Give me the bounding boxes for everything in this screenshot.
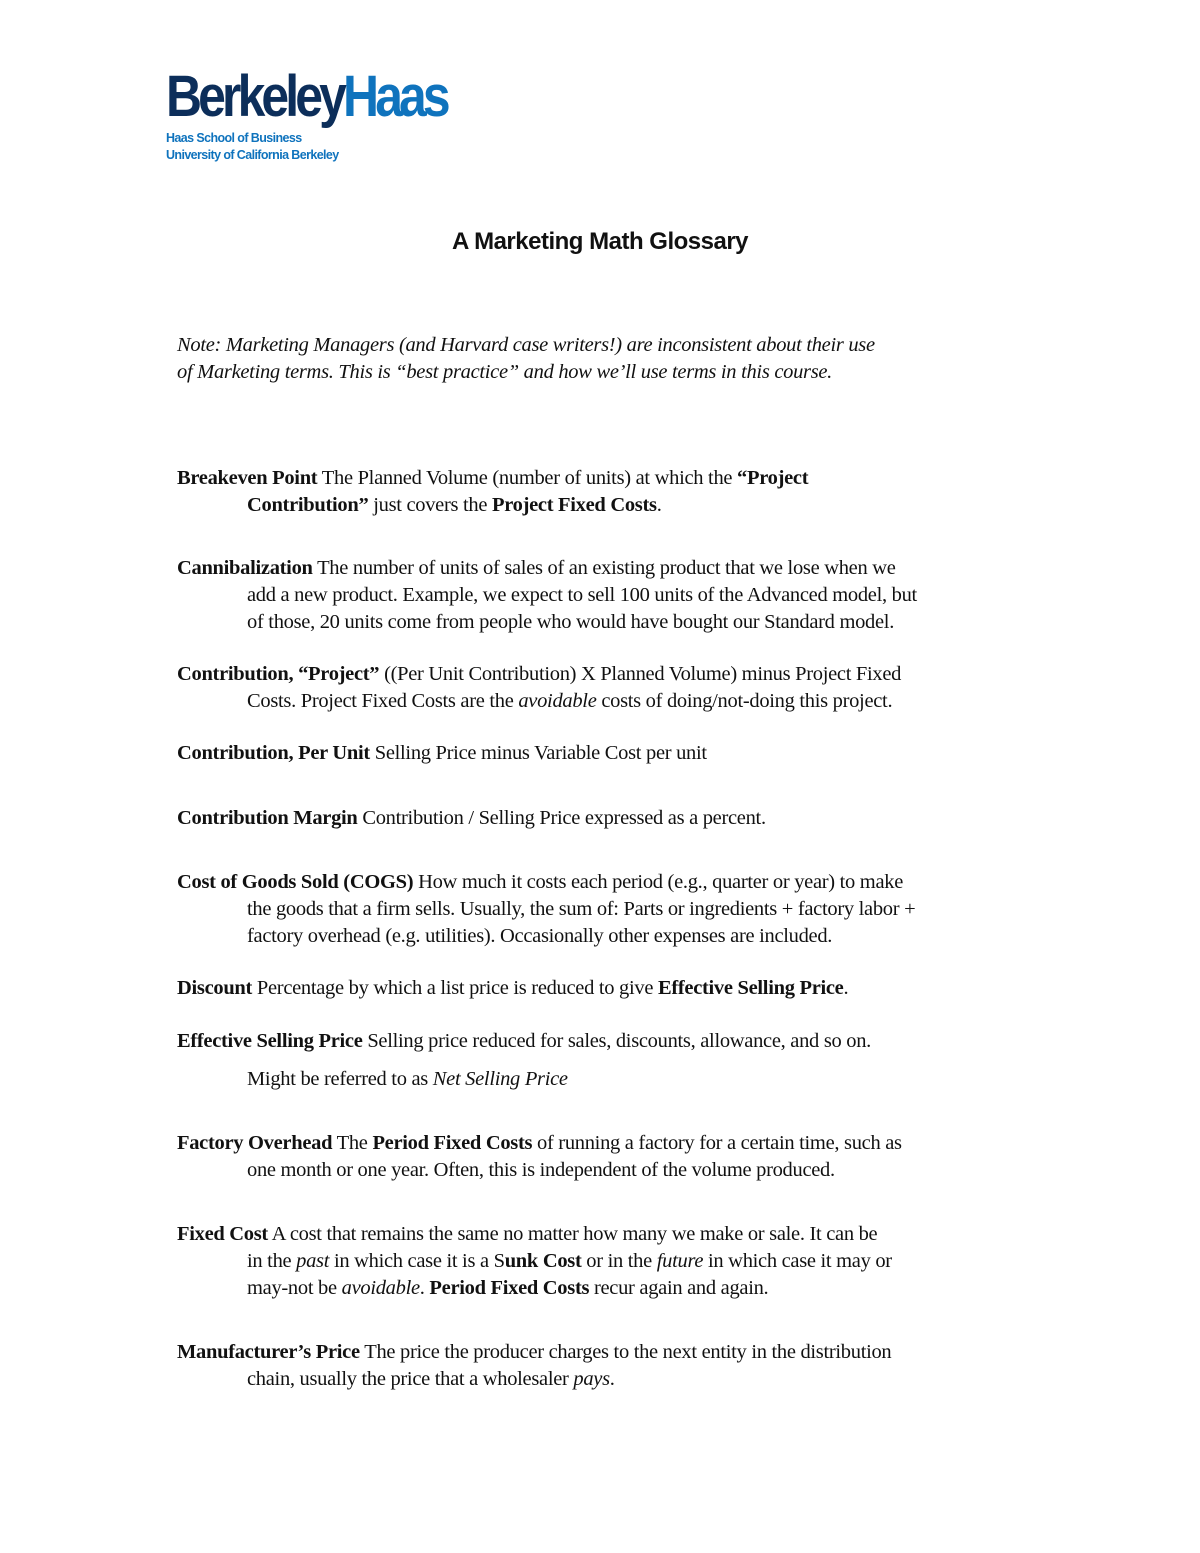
definition-text: The number of units of sales of an existing product that we lose when we	[312, 557, 896, 579]
entry-line	[177, 1130, 1037, 1157]
glossary-entry-contribution-margin	[177, 805, 1037, 832]
entry-line	[177, 555, 1037, 582]
glossary-term: Discount	[177, 977, 253, 999]
definition-text: recur again and again.	[589, 1277, 769, 1299]
entry-line	[177, 975, 1037, 1002]
logo-wordmark-berkeley: Berkeley	[166, 64, 344, 129]
definition-text: The Planned Volume (number of units) at which the	[317, 467, 738, 489]
definition-text: .	[843, 977, 849, 999]
intro-note	[177, 332, 1037, 386]
emphasis-term: Contribution”	[247, 494, 369, 516]
definition-text: How much it costs each period (e.g., quarter or year) to make	[413, 871, 903, 893]
definition-text: Might be referred to as	[247, 1068, 433, 1090]
glossary-entry-contribution-project	[177, 661, 1037, 715]
glossary-term: Breakeven Point	[177, 467, 318, 489]
definition-text: Contribution / Selling Price expressed as a percent.	[357, 807, 766, 829]
definition-text: .	[419, 1277, 430, 1299]
entry-line	[177, 1339, 1037, 1366]
definition-text: just covers the	[368, 494, 492, 516]
glossary-term: Manufacturer’s Price	[177, 1341, 360, 1363]
definition-text: in which case it may or	[703, 1250, 892, 1272]
definition-text: The	[332, 1132, 373, 1154]
definition-text: in the	[247, 1250, 297, 1272]
emphasis-term: “Project	[737, 467, 809, 489]
definition-text: costs of doing/not-doing this project.	[596, 690, 893, 712]
entry-line: of those, 20 units come from people who would have bought our Standard model.	[247, 611, 895, 633]
logo-university-line: University of California Berkeley	[166, 148, 339, 162]
glossary-term: Factory Overhead	[177, 1132, 333, 1154]
entry-line	[177, 1066, 1037, 1093]
definition-text: A cost that remains the same no matter how many we make or sale. It can be	[267, 1223, 878, 1245]
glossary-entry-cannibalization	[177, 555, 1037, 636]
entry-line: the goods that a firm sells. Usually, the sum of: Parts or ingredients + factory labor +	[247, 898, 916, 920]
glossary-entry-fixed-cost	[177, 1221, 1037, 1302]
berkeley-haas-logo	[166, 66, 466, 164]
definition-text: Percentage by which a list price is reduced to give	[252, 977, 658, 999]
definition-text: Costs. Project Fixed Costs are the	[247, 690, 519, 712]
logo-school-line: Haas School of Business	[166, 131, 302, 145]
italic-term: avoidable	[518, 690, 597, 712]
definition-text: chain, usually the price that a wholesaler	[247, 1368, 574, 1390]
entry-line	[177, 688, 1037, 715]
entry-line	[177, 661, 1037, 688]
definition-text: Selling Price minus Variable Cost per unit	[369, 742, 707, 764]
definition-text: .	[656, 494, 662, 516]
italic-term: past	[296, 1250, 330, 1272]
definition-text: of running a factory for a certain time, such as	[532, 1132, 902, 1154]
entry-line: factory overhead (e.g. utilities). Occasionally other expenses are included.	[247, 925, 833, 947]
definition-text: may-not be	[247, 1277, 342, 1299]
note-line-1: Note: Marketing Managers (and Harvard case writers!) are inconsistent about their use	[177, 334, 875, 356]
definition-text: or in the	[581, 1250, 657, 1272]
italic-term: avoidable	[341, 1277, 420, 1299]
emphasis-term: unk Cost	[504, 1250, 582, 1272]
page-title: A Marketing Math Glossary	[451, 228, 749, 255]
definition-text: .	[609, 1368, 615, 1390]
entry-line	[177, 1366, 1037, 1393]
entry-line: one month or one year. Often, this is independent of the volume produced.	[247, 1159, 835, 1181]
logo-wordmark-haas: Haas	[343, 64, 447, 129]
glossary-term: Contribution, “Project”	[177, 663, 380, 685]
italic-term: future	[656, 1250, 704, 1272]
entry-line: add a new product. Example, we expect to sell 100 units of the Advanced model, but	[247, 584, 917, 606]
glossary-term: Cannibalization	[177, 557, 313, 579]
emphasis-term: Period Fixed Costs	[429, 1277, 590, 1299]
definition-text: Selling price reduced for sales, discounts, allowance, and so on.	[362, 1030, 871, 1052]
entry-line	[177, 492, 1037, 519]
logo-wordmark	[166, 64, 447, 129]
emphasis-term: Period Fixed Costs	[372, 1132, 533, 1154]
entry-line	[177, 1221, 1037, 1248]
glossary-term: Cost of Goods Sold (COGS)	[177, 871, 414, 893]
glossary-entry-effective-selling-price	[177, 1028, 1037, 1093]
entry-line	[177, 1275, 1037, 1302]
definition-text: The price the producer charges to the next entity in the distribution	[359, 1341, 892, 1363]
emphasis-term: Effective Selling Price	[657, 977, 844, 999]
emphasis-term: Project Fixed Costs	[491, 494, 657, 516]
glossary-entry-factory-overhead	[177, 1130, 1037, 1184]
glossary-entry-manufacturers-price	[177, 1339, 1037, 1393]
entry-line	[177, 1028, 1037, 1055]
glossary-entry-cogs	[177, 869, 1037, 950]
glossary-term: Contribution Margin	[177, 807, 358, 829]
italic-term: Net Selling Price	[432, 1068, 568, 1090]
note-line-2: of Marketing terms. This is “best practice” and how we’ll use terms in this course.	[177, 361, 832, 383]
entry-line	[177, 869, 1037, 896]
entry-line	[177, 805, 1037, 832]
glossary-term: Contribution, Per Unit	[177, 742, 370, 764]
glossary-entry-discount	[177, 975, 1037, 1002]
glossary-entry-breakeven-point	[177, 465, 1037, 519]
entry-line	[177, 740, 1037, 767]
entry-line	[177, 465, 1037, 492]
entry-line	[177, 1248, 1037, 1275]
definition-text: ((Per Unit Contribution) X Planned Volume) minus Project Fixed	[379, 663, 902, 685]
glossary-term: Effective Selling Price	[177, 1030, 363, 1052]
glossary-entry-contribution-per-unit	[177, 740, 1037, 767]
italic-term: pays	[573, 1368, 610, 1390]
glossary-term: Fixed Cost	[177, 1223, 268, 1245]
definition-text: in which case it is a S	[329, 1250, 505, 1272]
